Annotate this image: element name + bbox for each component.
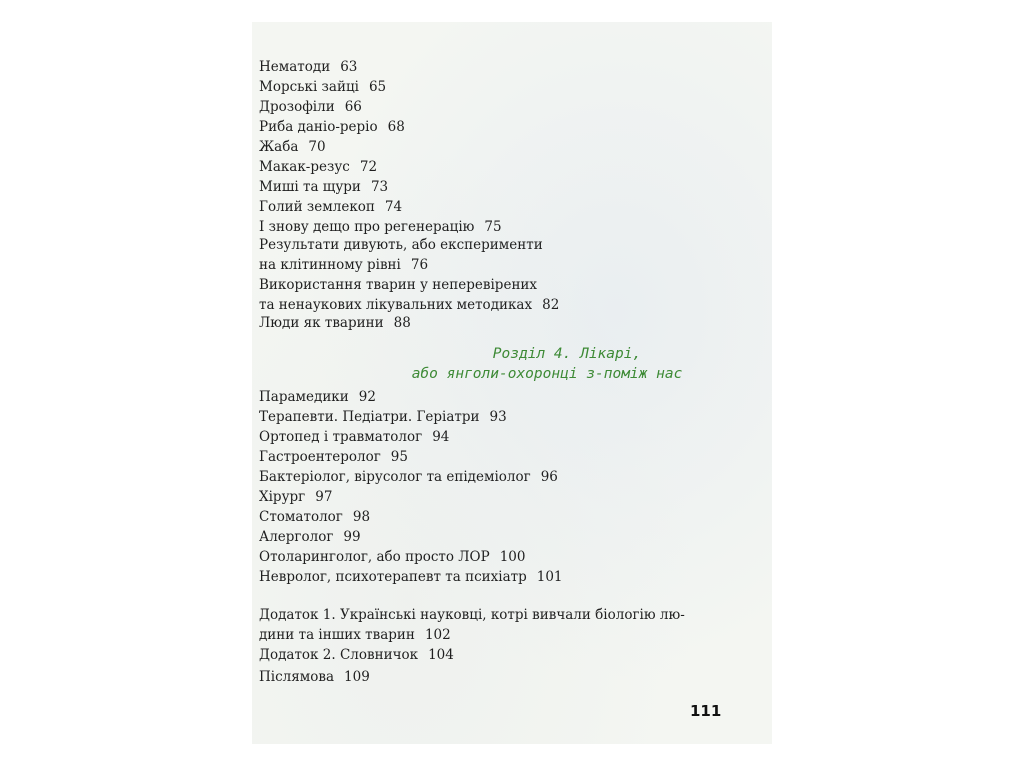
- section-heading: [252, 344, 772, 384]
- toc-entry-page: 95: [390, 449, 408, 465]
- toc-entry-title: Післямова: [259, 669, 335, 685]
- toc-entry-page: 102: [424, 626, 451, 643]
- toc-entry: [259, 78, 386, 98]
- toc-entry: [259, 178, 388, 198]
- toc-entry-title: Використання тварин у неперевірених: [259, 277, 538, 293]
- toc-entry-page: 66: [344, 99, 362, 115]
- toc-entry-page: 101: [536, 569, 563, 585]
- toc-entry-title: Макак-резус: [259, 159, 350, 175]
- toc-entry: [259, 118, 405, 138]
- toc-entry-page: 94: [432, 429, 450, 445]
- toc-entry-page: 99: [343, 529, 361, 545]
- toc-entry-title: Дрозофіли: [259, 99, 335, 115]
- toc-entry-title: Невролог, психотерапевт та психіатр: [259, 569, 527, 585]
- toc-entry: [259, 428, 449, 448]
- toc-entry-title: Миші та щури: [259, 179, 361, 195]
- toc-entry: [259, 488, 332, 508]
- toc-entry-title: Гастроентеролог: [259, 449, 381, 465]
- toc-entry: [259, 58, 357, 78]
- toc-entry: [259, 568, 563, 588]
- toc-entry: [259, 468, 558, 488]
- toc-entry-page: 73: [370, 179, 389, 195]
- toc-entry-title: Алерголог: [259, 529, 334, 545]
- toc-entry-page: 92: [358, 389, 376, 405]
- toc-entry-title: Люди як тварини: [259, 315, 384, 331]
- toc-entry-page: 93: [489, 409, 507, 425]
- toc-entry-title-cont: дини та інших тварин: [259, 626, 415, 643]
- toc-entry-title-cont: на клітинному рівні: [259, 256, 401, 273]
- toc-entry-title: Хірург: [259, 489, 306, 505]
- toc-entry: [259, 668, 370, 688]
- toc-entry-page: 75: [484, 219, 502, 235]
- toc-entry-title: Додаток 1. Українські науковці, котрі вивчали біологію лю-: [259, 607, 685, 623]
- toc-entry-title: Отоларинголог, або просто ЛОР: [259, 549, 490, 565]
- toc-entry: [259, 548, 526, 568]
- toc-entry: [259, 646, 454, 666]
- toc-entry-title-cont: та ненаукових лікувальних методиках: [259, 296, 533, 313]
- toc-entry-title: Парамедики: [259, 389, 349, 405]
- toc-entry: [259, 158, 377, 178]
- toc-entry-title: І знову дещо про регенерацію: [259, 219, 475, 235]
- toc-entry-title: Риба даніо-реріо: [259, 119, 378, 135]
- toc-entry-page: 96: [540, 469, 558, 485]
- toc-entry: [259, 276, 559, 315]
- toc-entry-page: 63: [340, 59, 358, 75]
- toc-entry: [259, 314, 411, 334]
- book-page: [252, 22, 772, 744]
- section-heading-line1: Розділ 4. Лікарі,: [492, 346, 642, 362]
- toc-entry-page: 72: [359, 159, 378, 175]
- toc-entry-title: Стоматолог: [259, 509, 343, 525]
- toc-entry-title: Голий землекоп: [259, 199, 375, 215]
- toc-entry: [259, 218, 502, 238]
- toc-entry-page: 65: [368, 79, 387, 95]
- toc-entry-page: 68: [387, 119, 405, 135]
- toc-entry: [259, 448, 408, 468]
- toc-entry: [259, 606, 685, 645]
- toc-entry-page: 100: [499, 549, 526, 565]
- toc-entry: [259, 508, 370, 528]
- toc-entry-title: Бактеріолог, вірусолог та епідеміолог: [259, 469, 531, 485]
- toc-entry-title: Терапевти. Педіатри. Геріатри: [259, 409, 480, 425]
- toc-entry-title: Додаток 2. Словничок: [259, 647, 419, 663]
- toc-entry-title: Морські зайці: [259, 79, 359, 95]
- toc-entry: [259, 98, 362, 118]
- toc-entry-page: 104: [428, 647, 454, 663]
- toc-entry-page: 97: [315, 489, 333, 505]
- toc-entry-title: Жаба: [259, 139, 299, 155]
- toc-entry: [259, 408, 507, 428]
- section-heading-line2: або янголи-охоронці з-поміж нас: [411, 366, 683, 382]
- toc-entry: [259, 198, 402, 218]
- toc-entry-title: Ортопед і травматолог: [259, 429, 423, 445]
- page-number: 111: [690, 702, 722, 720]
- toc-entry-title: Нематоди: [259, 59, 331, 75]
- toc-entry: [259, 138, 326, 158]
- toc-entry-page: 109: [344, 669, 370, 685]
- toc-entry: [259, 388, 376, 408]
- toc-entry-page: 70: [308, 139, 326, 155]
- toc-entry-title: Результати дивують, або експерименти: [259, 237, 543, 253]
- toc-entry-page: 76: [410, 256, 429, 273]
- toc-entry: [259, 236, 543, 275]
- toc-entry-page: 88: [393, 315, 411, 331]
- toc-entry-page: 82: [542, 296, 560, 313]
- toc-entry: [259, 528, 361, 548]
- toc-entry-page: 98: [352, 509, 371, 525]
- toc-entry-page: 74: [384, 199, 403, 215]
